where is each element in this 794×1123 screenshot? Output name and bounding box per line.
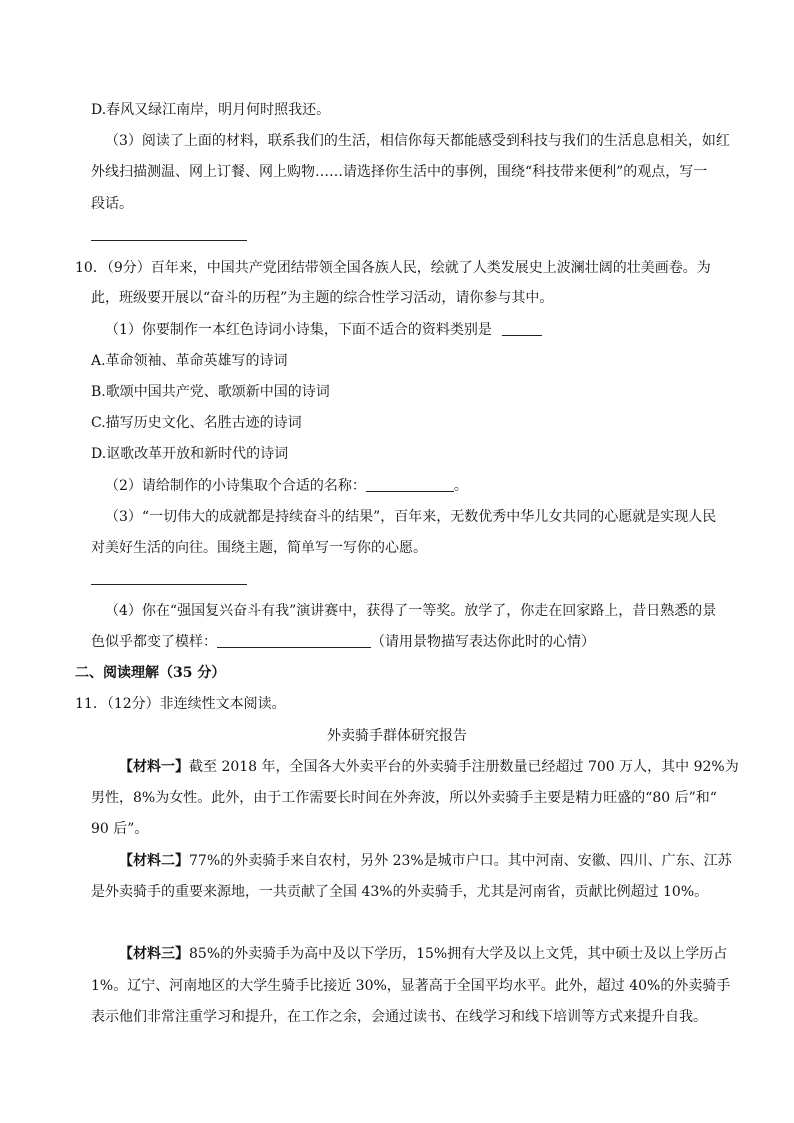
q10-option-d: D.讴歌改革开放和新时代的诗词 bbox=[91, 446, 289, 462]
q11-stem: 11．（12分）非连续性文本阅读。 bbox=[75, 696, 286, 712]
section2-heading: 二、阅读理解（35 分） bbox=[75, 665, 226, 681]
q10-sub2-blank[interactable] bbox=[366, 477, 454, 492]
q11-material1-text1: 截至 2018 年，全国各大外卖平台的外卖骑手注册数量已经超过 700 万人，其中 92%为 bbox=[189, 759, 739, 775]
q10-sub3-answer-line[interactable] bbox=[91, 584, 247, 585]
q11-material3-text1: 85%的外卖骑手为高中及以下学历，15%拥有大学及以上文凭，其中硕士及以上学历占 bbox=[189, 946, 728, 962]
q11-material2-text1: 77%的外卖骑手来自农村，另外 23%是城市户口。其中河南、安徽、四川、广东、江苏 bbox=[189, 853, 732, 869]
q10-sub2 bbox=[105, 476, 468, 496]
q11-material2-tag: 【材料二】 bbox=[119, 853, 189, 869]
q10-sub4-blank[interactable] bbox=[217, 633, 371, 648]
q10-sub1 bbox=[105, 320, 542, 340]
q11-material3-line1 bbox=[119, 944, 727, 964]
q10-option-b: B.歌颂中国共产党、歌颂新中国的诗词 bbox=[91, 384, 330, 400]
q11-material1-tag: 【材料一】 bbox=[119, 759, 189, 775]
q10-sub4-prefix: 色似乎都变了模样： bbox=[91, 634, 217, 650]
q11-material1-line2: 男性，8%为女性。此外，由于工作需要长时间在外奔波，所以外卖骑手主要是精力旺盛的“80 后”和“ bbox=[91, 790, 717, 806]
q10-sub1-text: （1）你要制作一本红色诗词小诗集，下面不适合的资料类别是 bbox=[105, 322, 492, 338]
q10-option-a: A.革命领袖、革命英雄写的诗词 bbox=[91, 353, 288, 369]
q11-material2-line2: 是外卖骑手的重要来源地，一共贡献了全国 43%的外卖骑手，尤其是河南省，贡献比例超过 10%。 bbox=[91, 884, 709, 900]
q11-material3-tag: 【材料三】 bbox=[119, 946, 189, 962]
q10-stem-line1: 10．（9分）百年来，中国共产党团结带领全国各族人民，绘就了人类发展史上波澜壮阔的壮美画卷。为 bbox=[75, 260, 711, 276]
q10-stem-line2: 此，班级要开展以“奋斗的历程”为主题的综合性学习活动，请你参与其中。 bbox=[91, 290, 554, 306]
q10-option-c: C.描写历史文化、名胜古迹的诗词 bbox=[91, 415, 302, 431]
q11-title: 外卖骑手群体研究报告 bbox=[327, 728, 467, 744]
q9-sub3-line3: 段话。 bbox=[91, 196, 133, 212]
q9-answer-line[interactable] bbox=[91, 240, 247, 241]
q11-material1-line3: 90 后”。 bbox=[91, 821, 149, 837]
q10-sub4-suffix: （请用景物描写表达你此时的心情） bbox=[371, 634, 595, 650]
q11-material3-line3: 表示他们非常注重学习和提升，在工作之余，会通过读书、在线学习和线下培训等方式来提升自我。 bbox=[91, 1009, 707, 1025]
q10-sub4-line1: （4）你在“强国复兴奋斗有我”演讲赛中，获得了一等奖。放学了，你走在回家路上，昔日熟悉的景 bbox=[105, 603, 717, 619]
q9-option-d: D.春风又绿江南岸，明月何时照我还。 bbox=[91, 102, 331, 118]
q9-sub3-line1: （3）阅读了上面的材料，联系我们的生活，相信你每天都能感受到科技与我们的生活息息相关，如红 bbox=[105, 133, 730, 149]
q9-sub3-line2: 外线扫描测温、网上订餐、网上购物……请选择你生活中的事例，围绕“科技带来便利”的观点，写一 bbox=[91, 164, 708, 180]
q11-material1-line1 bbox=[119, 757, 739, 777]
q10-sub2-prefix: （2）请给制作的小诗集取个合适的名称： bbox=[105, 478, 366, 494]
q10-sub1-blank[interactable] bbox=[502, 321, 542, 336]
q10-sub3-line2: 对美好生活的向往。围绕主题，简单写一写你的心愿。 bbox=[91, 540, 427, 556]
q10-sub3-line1: （3）“一切伟大的成就都是持续奋斗的结果”，百年来，无数优秀中华儿女共同的心愿就是实现人民 bbox=[105, 509, 717, 525]
q11-material2-line1 bbox=[119, 851, 732, 871]
q11-material3-line2: 1%。辽宁、河南地区的大学生骑手比接近 30%，显著高于全国平均水平。此外，超过 40%的外卖骑手 bbox=[91, 978, 731, 994]
q10-sub4-line2 bbox=[91, 632, 595, 652]
q10-sub2-suffix: 。 bbox=[453, 478, 468, 494]
